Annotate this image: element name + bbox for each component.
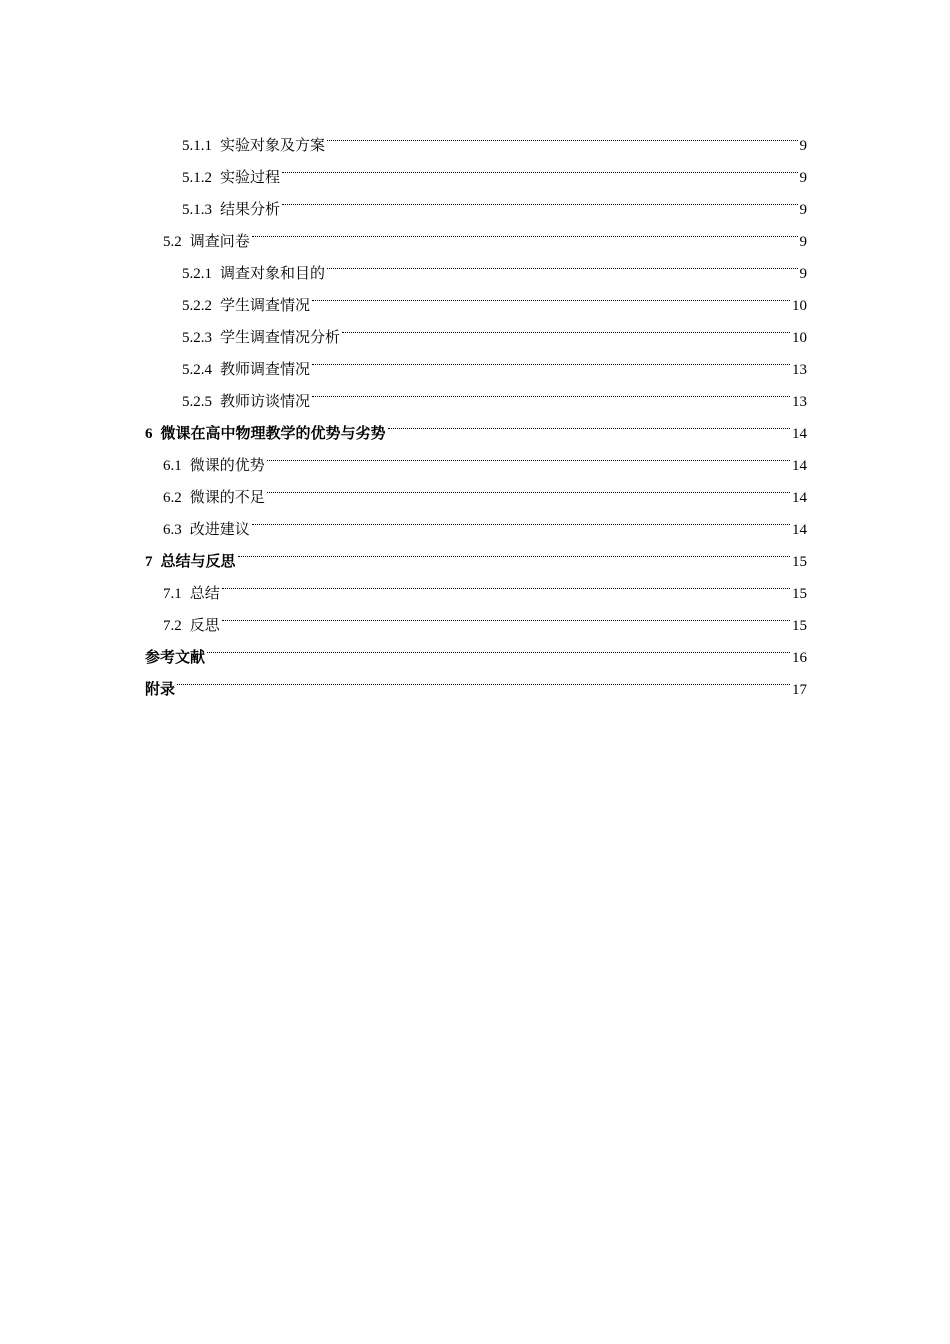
toc-entry-number: 5.2.3 xyxy=(182,330,212,346)
dot-leader xyxy=(207,630,790,662)
toc-entry-number: 5.2 xyxy=(163,234,182,250)
toc-entry-title: 调查对象和目的 xyxy=(220,264,326,282)
toc-entry-title: 微课在高中物理教学的优势与劣势 xyxy=(160,424,386,442)
toc-entry-title: 总结 xyxy=(189,584,220,602)
dot-leader xyxy=(327,246,797,278)
toc-entry-number: 5.2.5 xyxy=(182,394,212,410)
toc-entry-number: 5.1.1 xyxy=(182,138,212,154)
toc-entry-number: 6 xyxy=(145,426,153,442)
toc-entry-page: 9 xyxy=(799,138,807,154)
toc-entry-page: 10 xyxy=(792,298,807,314)
toc-entry-title: 附录 xyxy=(145,680,176,698)
toc-entry-title: 微课的优势 xyxy=(189,456,265,474)
dot-leader xyxy=(222,566,790,598)
dot-leader xyxy=(252,214,798,246)
table-of-contents xyxy=(145,118,807,698)
toc-entry-title: 微课的不足 xyxy=(189,488,265,506)
dot-leader xyxy=(388,406,790,438)
toc-entry-number: 5.1.3 xyxy=(182,202,212,218)
toc-entry-number: 5.2.4 xyxy=(182,362,212,378)
toc-entry-page: 15 xyxy=(792,586,807,602)
toc-entry-page: 14 xyxy=(792,522,807,538)
toc-entry-number: 6.2 xyxy=(163,490,182,506)
toc-entry-number: 7.1 xyxy=(163,586,182,602)
toc-entry-number: 6.1 xyxy=(163,458,182,474)
toc-entry-page: 14 xyxy=(792,426,807,442)
dot-leader xyxy=(312,374,790,406)
toc-entry-page: 9 xyxy=(799,266,807,282)
toc-entry-appendix[interactable] xyxy=(145,662,807,698)
toc-entry-number: 5.2.1 xyxy=(182,266,212,282)
toc-entry-title: 学生调查情况分析 xyxy=(220,328,341,346)
toc-entry-title: 调查问卷 xyxy=(189,232,250,250)
toc-entry-title: 学生调查情况 xyxy=(220,296,311,314)
toc-entry-7-1[interactable] xyxy=(145,566,807,602)
dot-leader xyxy=(282,182,797,214)
toc-entry-page: 13 xyxy=(792,394,807,410)
dot-leader xyxy=(177,662,790,694)
toc-entry-number: 7 xyxy=(145,554,153,570)
toc-entry-title: 教师访谈情况 xyxy=(220,392,311,410)
dot-leader xyxy=(282,150,797,182)
toc-entry-page: 9 xyxy=(799,202,807,218)
toc-entry-number: 6.3 xyxy=(163,522,182,538)
dot-leader xyxy=(267,438,790,470)
dot-leader xyxy=(267,470,790,502)
toc-entry-page: 16 xyxy=(792,650,807,666)
toc-entry-page: 9 xyxy=(799,234,807,250)
toc-entry-title: 反思 xyxy=(189,616,220,634)
toc-entry-5-1-1[interactable] xyxy=(145,118,807,154)
toc-entry-title: 总结与反思 xyxy=(160,552,236,570)
dot-leader xyxy=(312,342,790,374)
toc-entry-page: 15 xyxy=(792,554,807,570)
dot-leader xyxy=(312,278,790,310)
toc-entry-title: 教师调查情况 xyxy=(220,360,311,378)
toc-entry-title: 结果分析 xyxy=(220,200,281,218)
toc-entry-number: 7.2 xyxy=(163,618,182,634)
toc-entry-number: 5.1.2 xyxy=(182,170,212,186)
toc-entry-title: 实验过程 xyxy=(220,168,281,186)
toc-entry-7-2[interactable] xyxy=(145,598,807,634)
toc-entry-page: 14 xyxy=(792,490,807,506)
dot-leader xyxy=(222,598,790,630)
toc-entry-number: 5.2.2 xyxy=(182,298,212,314)
toc-entry-title: 改进建议 xyxy=(189,520,250,538)
toc-entry-page: 13 xyxy=(792,362,807,378)
toc-entry-page: 10 xyxy=(792,330,807,346)
toc-entry-title: 实验对象及方案 xyxy=(220,136,326,154)
toc-entry-page: 17 xyxy=(792,682,807,698)
toc-entry-title: 参考文献 xyxy=(145,648,206,666)
dot-leader xyxy=(327,118,797,150)
toc-entry-page: 9 xyxy=(799,170,807,186)
dot-leader xyxy=(238,534,790,566)
dot-leader xyxy=(252,502,790,534)
toc-entry-7[interactable] xyxy=(145,534,807,570)
toc-entry-page: 14 xyxy=(792,458,807,474)
dot-leader xyxy=(342,310,790,342)
toc-entry-references[interactable] xyxy=(145,630,807,666)
toc-entry-page: 15 xyxy=(792,618,807,634)
